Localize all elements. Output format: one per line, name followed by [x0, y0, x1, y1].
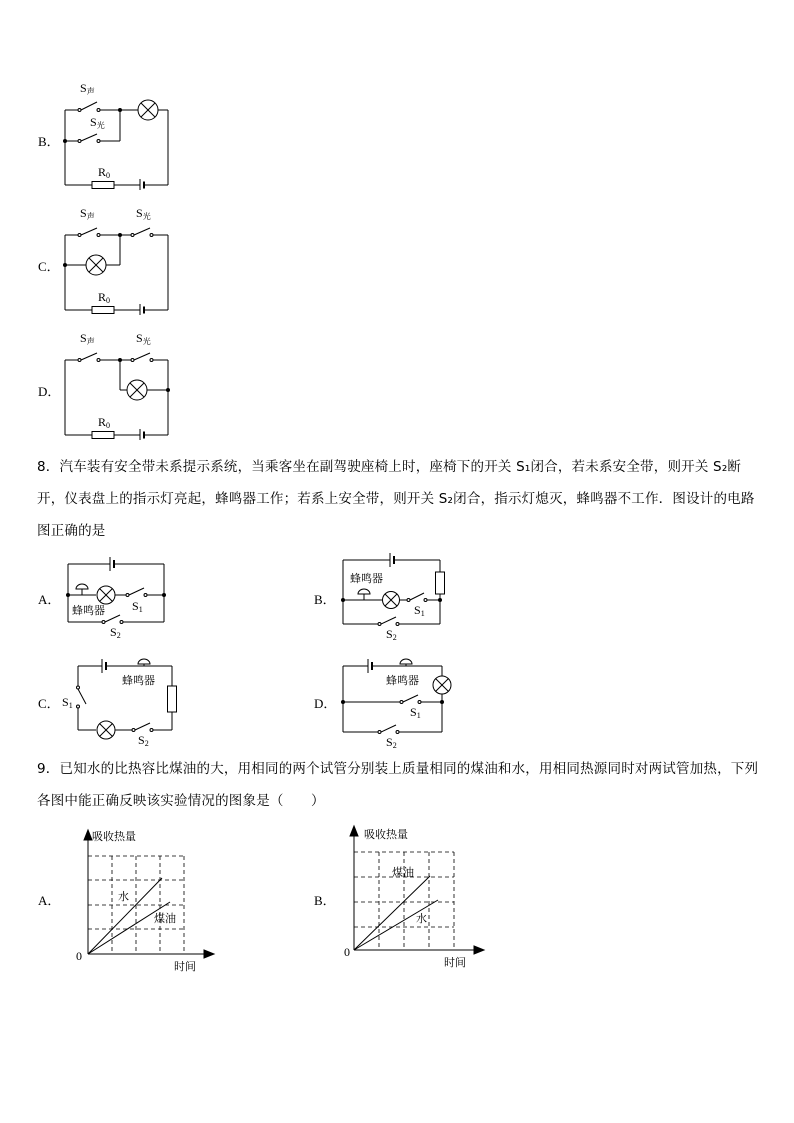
r0-label: R0 [98, 290, 111, 305]
origin-label: 0 [344, 945, 350, 959]
q9-option-b-label: B． [314, 893, 336, 908]
s2-label: S2 [386, 627, 397, 642]
y-axis-label: 吸收热量 [92, 830, 136, 843]
s-sound-label: S声 [80, 331, 95, 346]
upper-line-label: 煤油 [392, 866, 414, 879]
q7-option-d-circuit [60, 328, 172, 440]
junction-dot [118, 233, 122, 237]
buzzer-label: 蜂鸣器 [386, 674, 419, 687]
junction-dot [440, 700, 444, 704]
junction-dot [63, 139, 67, 143]
s1-label: S1 [132, 599, 143, 614]
s2-label: S2 [110, 625, 121, 640]
q9-option-b-graph [340, 820, 490, 972]
s-light-label: S光 [136, 331, 151, 346]
question-9-text: 9．已知水的比热容比煤油的大，用相同的两个试管分别装上质量相同的煤油和水，用相同热源同时对两试管加热，下列各图中能正确反映该实验情况的图象是（ ） [37, 761, 759, 809]
junction-dot [66, 593, 70, 597]
s1-label: S1 [62, 695, 73, 710]
q8-option-a-label: A． [38, 592, 61, 607]
x-axis-label: 时间 [444, 956, 466, 969]
s-light-label: S光 [136, 206, 151, 221]
junction-dot [63, 263, 67, 267]
s-light-label: S光 [90, 115, 105, 130]
q8-option-d-circuit [338, 652, 460, 748]
q9-option-a-label: A． [38, 893, 61, 908]
r0-label: R0 [98, 165, 111, 180]
junction-dot [118, 108, 122, 112]
junction-dot [118, 358, 122, 362]
q9-option-a-graph [72, 822, 222, 974]
q8-option-c-label: C． [38, 696, 60, 711]
s2-label: S2 [138, 733, 149, 748]
junction-dot [341, 700, 345, 704]
series-line-kerosene [88, 902, 170, 954]
junction-dot [162, 593, 166, 597]
s-sound-label: S声 [80, 206, 95, 221]
q8-option-c-circuit [58, 652, 184, 748]
lower-line-label: 水 [416, 912, 427, 925]
question-8-text: 8．汽车装有安全带未系提示系统，当乘客坐在副驾驶座椅上时，座椅下的开关 S₁闭合，若未系安全带，则开关 S₂断开，仪表盘上的指示灯亮起，蜂鸣器工作；若系上安全带，则开关 S₂闭合，指示灯熄灭，蜂鸣器不工作．图设计的电路图正确的是 [37, 459, 755, 539]
q8-option-b-label: B． [314, 592, 336, 607]
q7-option-c-label: C． [38, 259, 60, 274]
lower-line-label: 煤油 [154, 912, 176, 925]
s1-label: S1 [414, 603, 425, 618]
q8-option-d-label: D． [314, 696, 337, 711]
q7-option-d-label: D． [38, 384, 61, 399]
x-axis-label: 时间 [174, 960, 196, 973]
s1-label: S1 [410, 705, 421, 720]
buzzer-label: 蜂鸣器 [72, 604, 105, 617]
s-sound-label: S声 [80, 81, 95, 96]
q8-option-b-circuit [338, 548, 454, 644]
buzzer-label: 蜂鸣器 [350, 572, 383, 585]
q8-option-a-circuit [62, 552, 172, 642]
origin-label: 0 [76, 949, 82, 963]
q7-option-b-circuit [60, 78, 172, 190]
s2-label: S2 [386, 735, 397, 748]
q7-option-c-circuit [60, 203, 172, 315]
r0-label: R0 [98, 415, 111, 430]
y-axis-label: 吸收热量 [364, 828, 408, 841]
upper-line-label: 水 [118, 890, 129, 903]
buzzer-label: 蜂鸣器 [122, 674, 155, 687]
junction-dot [438, 598, 442, 602]
series-line-water [354, 900, 438, 950]
junction-dot [166, 388, 170, 392]
q7-option-b-label: B． [38, 134, 60, 149]
junction-dot [341, 598, 345, 602]
